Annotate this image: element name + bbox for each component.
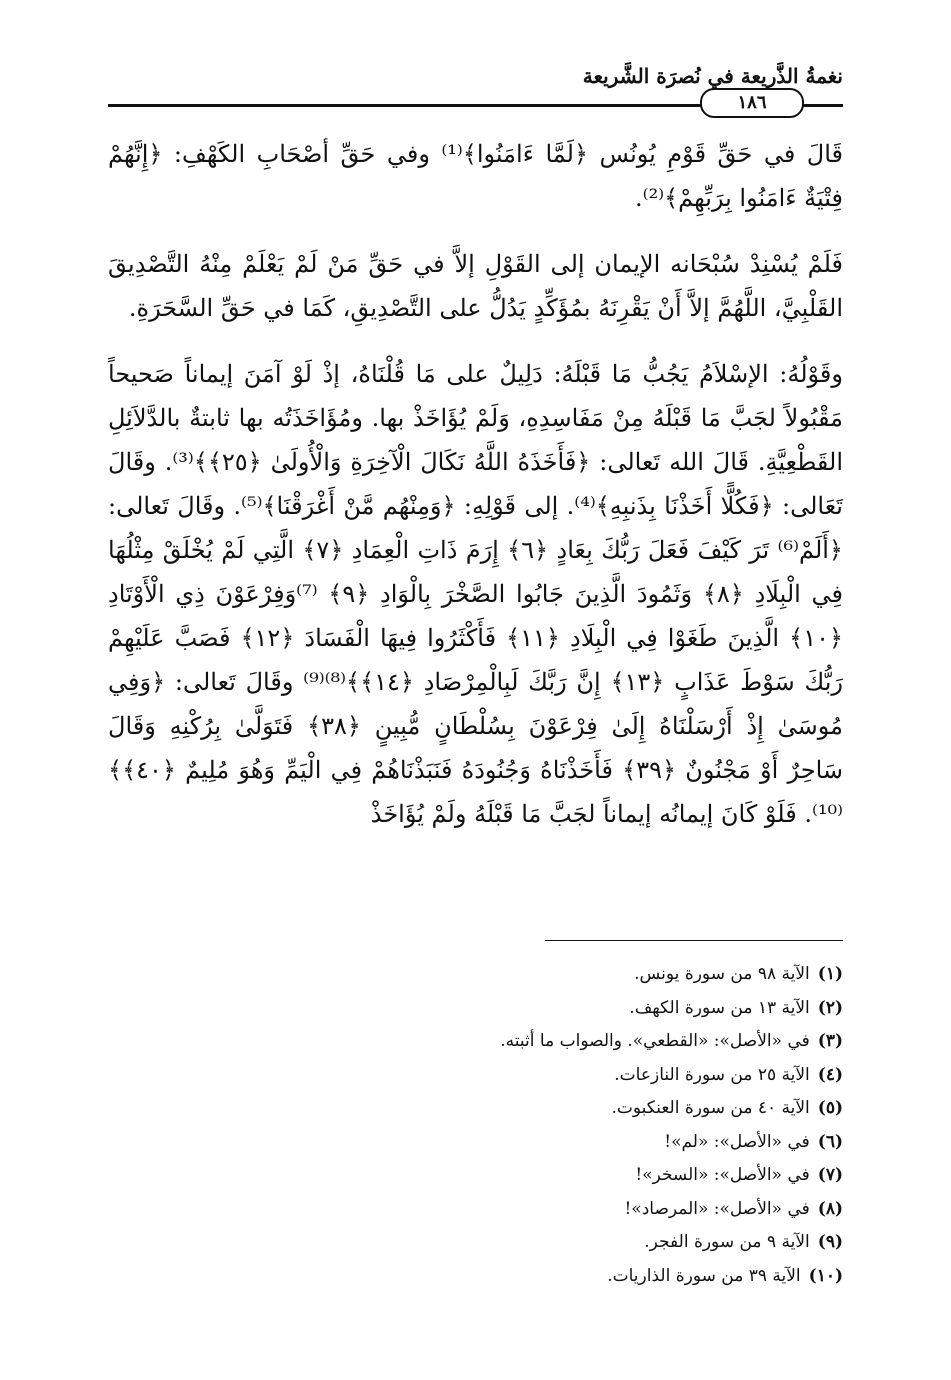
- footnote-item: [108, 1059, 843, 1093]
- footnote-separator: [545, 940, 843, 941]
- footnote-item: [108, 1159, 843, 1193]
- footnote-text: الآية ٩ من سورة الفجر.: [644, 1232, 810, 1252]
- footnote-item: [108, 1025, 843, 1059]
- footnote-text: في «الأصل»: «المرصاد»!: [624, 1198, 810, 1219]
- footnote-text: الآية ٢٥ من سورة النازعات.: [614, 1064, 810, 1085]
- footnote-item: [108, 1092, 843, 1126]
- page-number: ١٨٦: [700, 88, 804, 118]
- footnote-text: في «الأصل»: «القطعي». والصواب ما أثبته.: [500, 1031, 810, 1051]
- body-paragraph: فَلَمْ يُسْنِدْ سُبْحَانه الإيمان إلى القَوْلِ إلاَّ في حَقِّ مَنْ لَمْ يَعْلَمْ مِنْهُ التَّصْدِيقَ القَلْبِيَّ، اللَّهُمَّ إلاَّ أَنْ يَقْرِنَهُ بمُؤَكِّدٍ يَدُلُّ على التَّصْدِيقِ، كَمَا في حَقِّ السَّحَرَةِ.: [108, 250, 843, 322]
- footnote-item: [108, 958, 843, 992]
- footnote-number: (٨): [817, 1198, 843, 1219]
- footnote-text: في «الأصل»: «لم»!: [664, 1131, 810, 1152]
- body-paragraph: قَالَ في حَقِّ قَوْمِ يُونُس ﴿لَمَّا ءَامَنُوا﴾⁽¹⁾ وفي حَقِّ أصْحَابِ الكَهْفِ: ﴿إِنَّهُمْ فِتْيَةٌ ءَامَنُوا بِرَبِّهِمْ﴾⁽²⁾.: [108, 140, 843, 212]
- footnote-number: (٤): [817, 1064, 843, 1085]
- footnote-text: الآية ٤٠ من سورة العنكبوت.: [611, 1098, 810, 1118]
- main-body-text: [108, 132, 843, 858]
- footnote-text: الآية ١٣ من سورة الكهف.: [629, 997, 810, 1018]
- body-paragraph: وقَوْلُهُ: الإسْلاَمُ يَجُبُّ مَا قَبْلَهُ: دَلِيلٌ على مَا قُلْنَاهُ، إذْ لَوْ آمَنَ إيماناً صَحيحاً مَقْبُولاً لجَبَّ مَا قَبْلَهُ مِنْ مَفَاسِدِهِ، وَلَمْ يُؤَاخَذْ بها. ومُؤَاخَذَتُه بها ثابتةٌ بالدَّلاَئِلِ القَطْعِيَّةِ. قَالَ الله تَعالى: ﴿فَأَخَذَهُ اللَّهُ نَكَالَ الْآخِرَةِ وَالْأُولَىٰ ﴿٢٥﴾﴾⁽³⁾. وقَالَ تَعَالى: ﴿فَكُلًّا أَخَذْنَا بِذَنبِهِ﴾⁽⁴⁾. إلى قَوْلِهِ: ﴿وَمِنْهُم مَّنْ أَغْرَقْنَا﴾⁽⁵⁾. وقَالَ تَعالى: ﴿أَلَمْ⁽⁶⁾ تَرَ كَيْفَ فَعَلَ رَبُّكَ بِعَادٍ ﴿٦﴾ إِرَمَ ذَاتِ الْعِمَادِ ﴿٧﴾ الَّتِي لَمْ يُخْلَقْ مِثْلُهَا فِي الْبِلَادِ ﴿٨﴾ وَثَمُودَ الَّذِينَ جَابُوا الصَّخْرَ بِالْوَادِ ﴿٩﴾ ⁽⁷⁾وَفِرْعَوْنَ ذِي الْأَوْتَادِ ﴿١٠﴾ الَّذِينَ طَغَوْا فِي الْبِلَادِ ﴿١١﴾ فَأَكْثَرُوا فِيهَا الْفَسَادَ ﴿١٢﴾ فَصَبَّ عَلَيْهِمْ رَبُّكَ سَوْطَ عَذَابٍ ﴿١٣﴾ إِنَّ رَبَّكَ لَبِالْمِرْصَادِ ﴿١٤﴾﴾⁽⁸⁾⁽⁹⁾ وقَالَ تَعالى: ﴿وَفِي مُوسَىٰ إِذْ أَرْسَلْنَاهُ إِلَىٰ فِرْعَوْنَ بِسُلْطَانٍ مُّبِينٍ ﴿٣٨﴾ فَتَوَلَّىٰ بِرُكْنِهِ وَقَالَ سَاحِرٌ أَوْ مَجْنُونٌ ﴿٣٩﴾ فَأَخَذْنَاهُ وَجُنُودَهُ فَنَبَذْنَاهُمْ فِي الْيَمِّ وَهُوَ مُلِيمٌ ﴿٤٠﴾﴾⁽¹⁰⁾. فَلَوْ كَانَ إيمانُه إيماناً لجَبَّ مَا قَبْلَهُ ولَمْ يُؤَاخَذْ: [108, 360, 844, 828]
- footnote-item: [108, 1260, 843, 1294]
- footnote-item: [108, 1226, 843, 1260]
- footnote-text: الآية ٣٩ من سورة الذاريات.: [607, 1265, 801, 1286]
- footnote-number: (٥): [817, 1098, 843, 1118]
- footnote-number: (٢): [817, 997, 843, 1018]
- footnote-text: الآية ٩٨ من سورة يونس.: [634, 964, 810, 984]
- footnote-number: (٣): [817, 1031, 843, 1051]
- footnote-text: في «الأصل»: «السخر»!: [635, 1165, 810, 1185]
- footnotes-list: [108, 958, 843, 1293]
- footnote-number: (١): [817, 964, 843, 984]
- footnote-number: (٩): [817, 1232, 843, 1252]
- footnote-number: (١٠): [808, 1265, 843, 1286]
- footnote-number: (٦): [817, 1131, 843, 1152]
- running-header-title: نغمةُ الذَّريعة في نُصرَة الشَّريعة: [582, 64, 843, 88]
- footnote-item: [108, 992, 843, 1026]
- footnote-item: [108, 1193, 843, 1227]
- footnote-number: (٧): [817, 1165, 843, 1185]
- footnote-item: [108, 1126, 843, 1160]
